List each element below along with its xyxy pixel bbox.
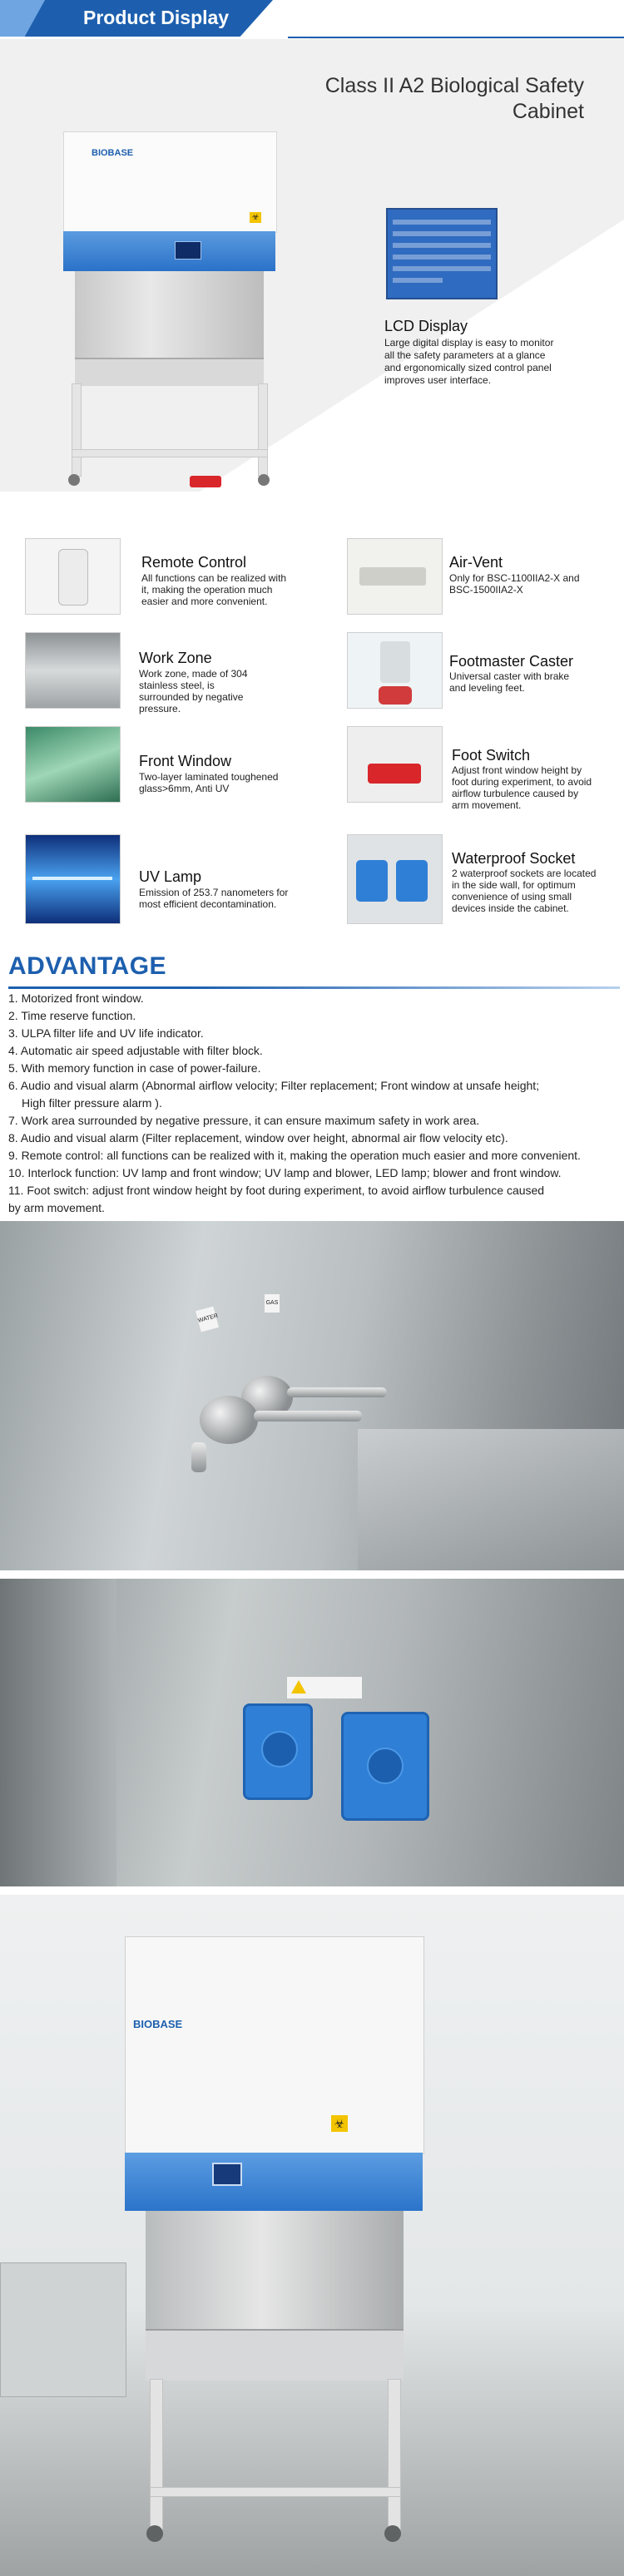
- cabinet-leg: [72, 383, 82, 477]
- work-zone-thumb: [25, 632, 121, 709]
- cabinet-work-tray: [75, 358, 264, 386]
- photo-cabinet-tray: [146, 2329, 404, 2381]
- advantage-item: 11. Foot switch: adjust front window height by foot during experiment, to avoid airflow turbulence caused: [8, 1184, 545, 1197]
- foot-switch-thumb: [347, 726, 443, 803]
- tap-valve: [191, 1442, 206, 1472]
- socket-icon: [243, 1703, 313, 1800]
- socket-icon: [356, 860, 388, 902]
- remote-control-icon: [58, 549, 88, 606]
- advantage-item: by arm movement.: [8, 1201, 105, 1214]
- advantage-item: 3. ULPA filter life and UV life indicator.: [8, 1026, 204, 1040]
- advantage-item: 9. Remote control: all functions can be realized with it, making the operation much easier and more convenient.: [8, 1149, 581, 1162]
- remote-control-thumb: [25, 538, 121, 615]
- caster-wheel-icon: [379, 686, 412, 705]
- advantage-item: 6. Audio and visual alarm (Abnormal airflow velocity; Filter replacement; Front window at unsafe height;: [8, 1079, 540, 1092]
- air-vent-thumb: [347, 538, 443, 615]
- advantage-item: 2. Time reserve function.: [8, 1009, 136, 1022]
- foot-switch-icon: [368, 764, 421, 784]
- advantage-item: High filter pressure alarm ).: [22, 1096, 162, 1110]
- feature-desc-uv-lamp: Emission of 253.7 nanometers for most efficient decontamination.: [139, 887, 289, 910]
- socket-thumb: [347, 834, 443, 924]
- feature-desc-foot-switch: Adjust front window height by foot during experiment, to avoid airflow turbulence caused by arm movement.: [452, 764, 592, 811]
- feature-title-front-window: Front Window: [139, 753, 232, 769]
- biohazard-icon: ☣: [250, 212, 261, 223]
- lcd-panel: [386, 208, 498, 299]
- banner-title: Product Display: [83, 7, 230, 28]
- advantage-item: 7. Work area surrounded by negative pressure, it can ensure maximum safety in work area.: [8, 1114, 480, 1127]
- product-title-line2: Cabinet: [512, 100, 584, 123]
- lcd-segment: [393, 278, 443, 283]
- side-table: [0, 2262, 126, 2397]
- advantage-title: ADVANTAGE: [8, 952, 167, 980]
- side-wall: [0, 1579, 116, 1886]
- feature-title-socket: Waterproof Socket: [452, 850, 576, 867]
- feature-desc-air-vent: Only for BSC-1100IIA2-X and BSC-1500IIA2-X: [449, 572, 580, 596]
- feature-title-uv-lamp: UV Lamp: [139, 868, 202, 885]
- cabinet-logo: BIOBASE: [92, 148, 134, 158]
- feature-title-caster: Footmaster Caster: [449, 653, 574, 670]
- advantage-item: 10. Interlock function: UV lamp and front window; UV lamp and blower, LED lamp; blower and front window.: [8, 1166, 562, 1179]
- air-vent-icon: [359, 567, 426, 586]
- tap-spout: [254, 1411, 362, 1421]
- photo-taps: [0, 1221, 624, 1570]
- feature-desc-front-window: Two-layer laminated toughened glass>6mm, Anti UV: [139, 771, 279, 794]
- feature-desc-caster: Universal caster with brake and leveling feet.: [449, 670, 570, 694]
- cabinet-lcd-mini: [175, 241, 201, 260]
- advantage-item: 8. Audio and visual alarm (Filter replacement, window over height, abnormal air flow velocity etc).: [8, 1131, 508, 1145]
- biohazard-icon: ☣: [331, 2115, 348, 2132]
- photo-cabinet-control-band: [125, 2153, 423, 2211]
- caster-thumb: [347, 632, 443, 709]
- banner-rule: [288, 37, 624, 38]
- lcd-title: LCD Display: [384, 318, 468, 334]
- feature-title-foot-switch: Foot Switch: [452, 747, 531, 764]
- feature-desc-socket: 2 waterproof sockets are located in the side wall, for optimum convenience of using small devices inside the cabinet.: [452, 868, 597, 914]
- lcd-segment: [393, 220, 491, 225]
- photo-cabinet-hood: [125, 1936, 424, 2154]
- cabinet-crossbar: [72, 449, 268, 457]
- uv-lamp-icon: [32, 877, 112, 880]
- advantage-rule: [8, 986, 620, 989]
- advantage-item: 5. With memory function in case of power-failure.: [8, 1061, 261, 1075]
- tap-icon: [200, 1396, 258, 1444]
- tap-label-gas: GAS: [265, 1294, 280, 1313]
- caster-icon: [68, 474, 80, 486]
- product-title-line1: Class II A2 Biological Safety: [324, 74, 584, 97]
- caster-stem: [380, 641, 410, 683]
- work-surface: [358, 1429, 624, 1570]
- photo-cabinet-logo: BIOBASE: [133, 2018, 183, 2030]
- caster-icon: [258, 474, 270, 486]
- tap-spout: [287, 1387, 387, 1397]
- cabinet-hood: [63, 131, 277, 233]
- feature-desc-work-zone: Work zone, made of 304 stainless steel, is surrounded by negative pressure.: [139, 668, 248, 714]
- socket-icon: [396, 860, 428, 902]
- photo-cabinet-crossbar: [150, 2487, 401, 2497]
- caster-icon: [384, 2525, 401, 2542]
- cabinet-leg: [258, 383, 268, 477]
- tap-label-water: WATER: [196, 1307, 219, 1332]
- cabinet-control-band: [63, 231, 275, 271]
- photo-cabinet-leg: [150, 2379, 163, 2530]
- photo-cabinet-leg: [388, 2379, 401, 2530]
- photo-sockets: [0, 1579, 624, 1886]
- advantage-item: 4. Automatic air speed adjustable with filter block.: [8, 1044, 263, 1057]
- socket-icon: [341, 1712, 429, 1821]
- feature-desc-remote-control: All functions can be realized with it, making the operation much easier and more convenient.: [141, 572, 287, 607]
- feature-title-air-vent: Air-Vent: [449, 554, 503, 571]
- foot-pedal: [190, 476, 221, 487]
- product-title: [225, 73, 584, 125]
- lcd-description: Large digital display is easy to monitor all the safety parameters at a glance and ergonomically sized control panel improves user interface.: [384, 337, 554, 386]
- advantage-item: 1. Motorized front window.: [8, 991, 144, 1005]
- feature-title-work-zone: Work Zone: [139, 650, 212, 666]
- front-window-thumb: [25, 726, 121, 803]
- advantage-list: [8, 990, 624, 1217]
- lcd-segment: [393, 255, 491, 260]
- lcd-segment: [393, 231, 491, 236]
- uv-lamp-thumb: [25, 834, 121, 924]
- caster-icon: [146, 2525, 163, 2542]
- lcd-segment: [393, 243, 491, 248]
- feature-title-remote-control: Remote Control: [141, 554, 247, 571]
- photo-cabinet-lcd: [212, 2163, 242, 2186]
- lcd-segment: [393, 266, 491, 271]
